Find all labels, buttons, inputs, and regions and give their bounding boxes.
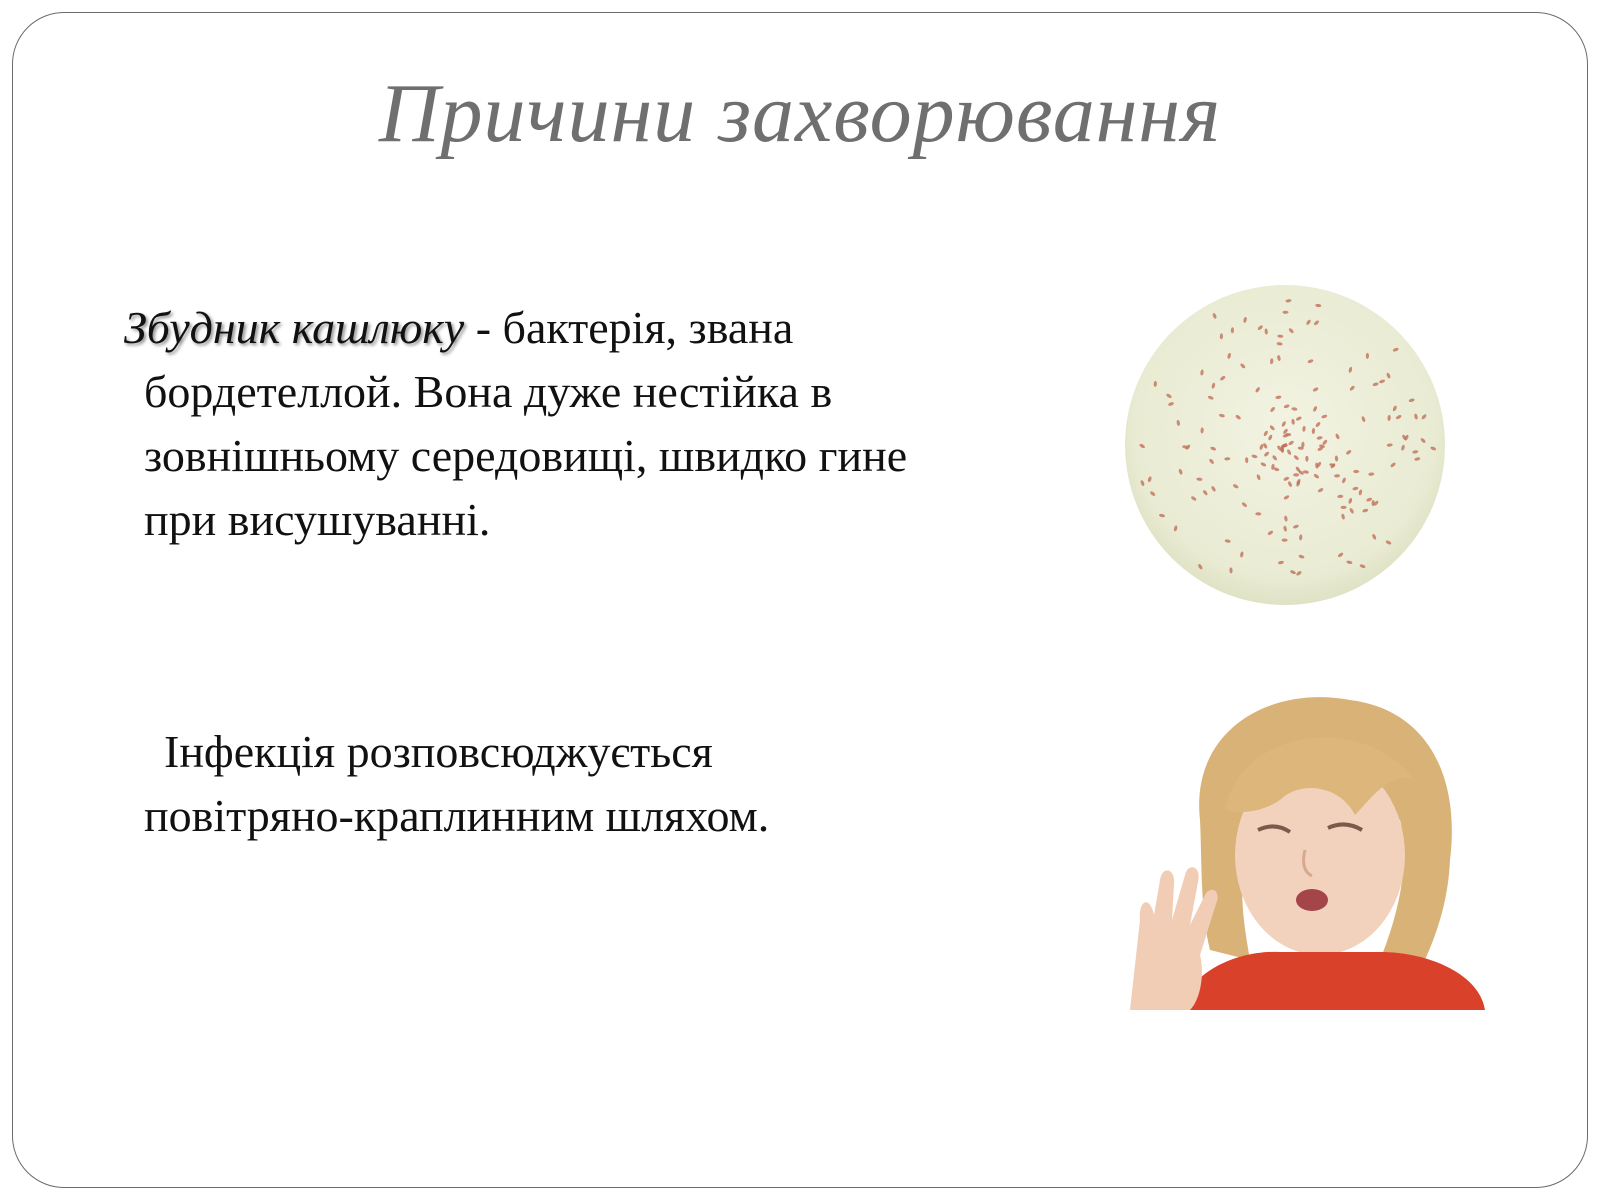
shirt-shape [1180, 952, 1485, 1010]
paragraph-transmission [144, 720, 1004, 848]
paragraph-pathogen-line1 [124, 296, 984, 360]
petri-dish-image [1120, 280, 1450, 610]
paragraph-pathogen [124, 296, 984, 552]
bacterium-dot [1341, 506, 1347, 509]
mouth-shape [1296, 889, 1328, 911]
bacterium-dot [1305, 456, 1308, 462]
pathogen-term: Збудник кашлюку [124, 302, 465, 353]
paragraph-transmission-line1: Інфекція розповсюджується [164, 726, 713, 777]
paragraph-transmission-rest: повітряно-краплинним шляхом. [144, 790, 770, 841]
slide-title: Причини захворювання [378, 67, 1222, 160]
coughing-child-image [1130, 690, 1510, 1010]
paragraph-pathogen-rest: бордетеллой. Вона дуже нестійка в зовнішньому середовищі, швидко гине при висушуванні. [144, 366, 908, 545]
pathogen-line1-rest: - бактерія, звана [464, 302, 794, 353]
bacterium-dot [1283, 311, 1289, 314]
